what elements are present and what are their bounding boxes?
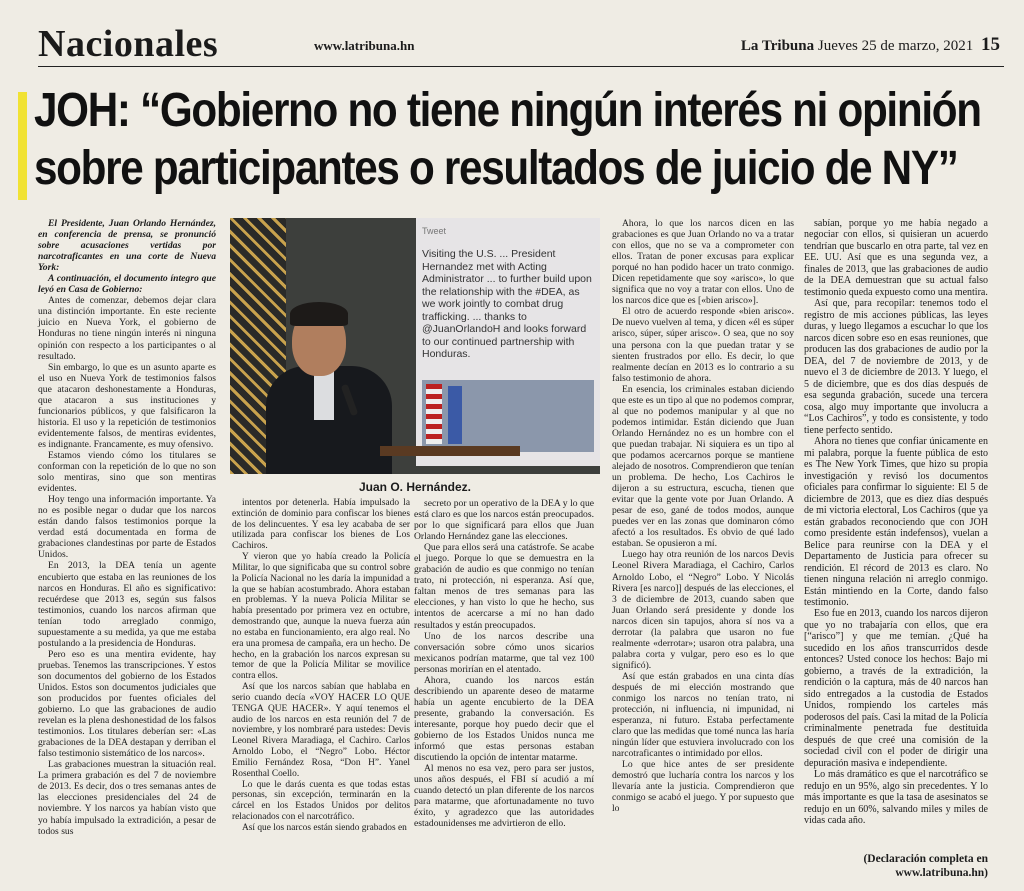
body-paragraph: Que para ellos será una catástrofe. Se acabe el juego. Porque lo que se demuestra en la grabación de audio es que conmigo no tenían trato, ni protección, ni esperanza. Así que, faltan menos de tres semanas para las elecciones, y han visto lo que he hecho, sus intentos de acercarse a mí no han dado resultados y están preocupados. (414, 542, 594, 631)
body-paragraph: Al menos no esa vez, pero para ser justos, unos años después, el FBI sí acudió a mí cuando detectó un plan diferente de los narcos para matarme, que afortunadamente no tuvo éxito, y agradezco que las autoridades estadounidenses me advirtieron de ello. (414, 763, 594, 830)
body-paragraph: Estamos viendo cómo los titulares se conforman con la repetición de lo que no son solo mentiras, sino que son mentiras evidentes. (38, 449, 216, 495)
column-4 (612, 218, 794, 815)
tweet-header: Tweet (422, 226, 447, 236)
column-3 (414, 498, 594, 829)
column-1 (38, 218, 216, 837)
headline-line-2: sobre participantes o resultados de juicio de NY” (34, 142, 958, 195)
publication-name: La Tribuna (740, 38, 815, 54)
body-paragraph: Y vieron que yo había creado la Policía Militar, lo que significaba que su control sobre la Policía Nacional no les daría la impunidad a la que se habían acostumbrado. Ahora estaban en problemas. Y la nueva Policía Militar se había presentado por primera vez en octubre, demostrando que, aunque la nueva fuerza aún no estaba en funcionamiento, era algo real. No era una promesa de campaña, era un hecho. De hecho, en la grabación los narcos expresan su temor de que la Policía Militar se movilice contra ellos. (232, 552, 410, 682)
section-title: Nacionales (38, 23, 219, 65)
body-paragraph: El otro de acuerdo responde «bien arisco». De nuevo vuelven al tema, y dicen «él es súper arisco, súper, súper arisco». O sea, que no soy una persona con la que puedan tratar y se sienten frustrados por ello. Es decir, lo que realmente decían en 2013 es lo contrario a su falso testimonio de ahora. (612, 306, 794, 384)
column-2 (232, 498, 410, 834)
headline (34, 82, 981, 198)
date-line (741, 34, 1000, 56)
body-paragraph: Así que, para recopilar: tenemos todo el registro de mis acciones públicas, las leyes duras, y luego llegamos a escuchar lo que los narcos dicen sobre eso en esas reuniones, que producen las dos grabaciones de audio por la DEA, del 7 de noviembre de 2013, y de nuevo el 3 de diciembre de 2013. Y luego, el 5 de diciembre, que es dos días después de esa segunda grabación, sucede una tercera cosa, algo muy importante que involucra a “Los Cachiros”, y todo es consistente, y todo tiene perfecto sentido. (804, 298, 988, 436)
projected-tweet (416, 218, 600, 466)
body-paragraph: Las grabaciones muestran la situación real. La primera grabación es del 7 de noviembre de 2013. Es decir, dos o tres semanas antes de las elecciones presidenciales del 24 de noviembre. Y los narcos ya habían visto que yo había impulsado la extradición, a pesar de todos sus (38, 759, 216, 837)
body-paragraph: Así que están grabados en una cinta días después de mi elección mostrando que conmigo los narcos no tenían trato, ni protección, ni influencia, ni impunidad, ni esperanza, ni futuro. Estaba perfectamente claro que las medidas que tomé nunca las haría ningún líder que estuviera involucrado con los narcotraficantes o intimidado por ellos. (612, 670, 794, 760)
endnote-link: www.latribuna.hn) (895, 867, 988, 879)
podium (380, 446, 520, 456)
body-paragraph: Ahora, cuando los narcos están describiendo un aparente deseo de matarme había un agente encubierto de la DEA presente, grabando la conversación. Es interesante, porque hoy puedo decir que el gobierno de los Estados Unidos nunca me informó que estas personas estaban discutiendo la opción de intentar matarme. (414, 674, 594, 764)
us-flag-icon (426, 384, 442, 444)
body-paragraph: intentos por detenerla. Había impulsado la extinción de dominio para confiscar los bienes de los delincuentes. Y esa ley acababa de ser utilizada para confiscar los bienes de Los Cachiros. (232, 498, 410, 552)
body-paragraph: sabían, porque yo me había negado a negociar con ellos, si quisieran un acuerdo tendrían que buscarlo en otra parte, tal vez en EE. UU. Así que es una segunda vez, a finales de 2013, que las grabaciones de audio de la DEA demuestran que su actual falso testimonio queda expuesto como una mentira. (804, 218, 988, 298)
body-paragraph: Luego hay otra reunión de los narcos Devis Leonel Rivera Maradiaga, el Cachiro, Carlos Arnoldo Lobo, el “Negro” Lobo. Y Nicolás Rivera [es narco]] después de las elecciones, el 3 de diciembre de 2013, cuando saben que Juan Orlando será presidente y donde los narcos dicen sin tapujos, ahora sí nos va a derrotar (la palabra que usaron no fue realmente «derrotar»; usaron otra palabra, una palabra corta y vulgar, pero eso es lo que significó). (612, 549, 794, 671)
endnote (804, 852, 988, 880)
headline-line-1: JOH: “Gobierno no tiene ningún interés ni opinión (34, 84, 981, 137)
body-paragraph: Antes de comenzar, debemos dejar clara una distinción importante. En este reciente juicio en Nueva York, el gobierno de Honduras no tiene ningún interés ni ninguna opinión con respecto a los participantes o al resultado. (38, 295, 216, 362)
photo-caption: Juan O. Hernández. (358, 480, 472, 494)
page-number: 15 (981, 34, 1000, 55)
lede-paragraph: A continuación, el documento íntegro que leyó en Casa de Gobierno: (38, 273, 216, 296)
body-paragraph: Así que los narcos sabían que hablaba en serio cuando decía «VOY HACER LO QUE TENGA QUE HACER». Y aquí tenemos el audio de los narcos en esta reunión del 7 de noviembre, y los nombraré para ustedes: Devis Leonel Rivera Maradiaga, el Cachiro. Carlos Arnoldo Lobo, el “Negro” Lobo. Héctor Emilio Fernández Rosa, “Don H”. Yanel Rosenthal Coello. (232, 682, 410, 779)
issue-date: Jueves 25 de marzo, 2021 (817, 38, 974, 54)
body-paragraph: Hoy tengo una información importante. Ya no es posible negar o dudar que los narcos están dando falsos testimonios porque la verdad está documentada en forma de grabaciones clandestinas por parte de Estados Unidos. (38, 494, 216, 561)
body-paragraph: Eso fue en 2013, cuando los narcos dijeron que yo no trabajaría con ellos, que era [“arisco”] y que me temían. ¿Qué ha sucedido en los años transcurridos desde entonces? Usted conoce los hechos: Bajo mi gobierno, a través de la extradición, la rendición o la captura, más de 40 narcos han sido entregados a la custodia de Estados Unidos, rompiendo los carteles más poderosos del país. Casi la mitad de la Policía criminalmente penetrada fue destituida después de que creé una comisión de la sociedad civil con el poder de dirigir una depuración masiva e independiente. (804, 608, 988, 769)
site-url: www.latribuna.hn (314, 38, 415, 53)
body-paragraph: Pero eso es una mentira evidente, hay pruebas. Tenemos las transcripciones. Y estos son documentos del gobierno de los Estados Unidos. Estos son documentos judiciales que son producidos por fuentes oficiales del gobierno. Lo que las grabaciones de audio revelan es la plena deshonestidad de los falsos testimonios. Los titulares deberían ser: «Las grabaciones de la DEA destapan y derriban el falso testimonio sistemático de los narcos». (38, 648, 216, 760)
lede (38, 218, 216, 295)
body-paragraph: Ahora no tienes que confiar únicamente en mi palabra, porque la fuente pública de esto es The New York Times, que hizo su propia investigación y revisó los documentos oficiales para confirmar lo siguiente: El 5 de diciembre de 2013, que es diez días después de mi victoria electoral, Los Cachiros (que ya están grabados reconociendo que con JOH como presidente están indefensos), vuelan a Belice para reunirse con la DEA y el Departamento de Justicia para ofrecer su rendición. El récord de 2013 es claro. No tienen ninguna relación ni arreglo conmigo. Están mintiendo en la Corte, dando falso testimonio. (804, 436, 988, 608)
column-5 (804, 218, 988, 827)
endnote-line: (Declaración completa en (863, 853, 988, 865)
body-paragraph: secreto por un operativo de la DEA y lo que está claro es que los narcos están preocupados. por lo que significará para ellos que Juan Orlando Hernández gane las elecciones. (414, 498, 594, 543)
body-paragraph: Lo que hice antes de ser presidente demostró que lucharía contra los narcos y los llevaría ante la justicia. Comprendieron que conmigo se acabó el juego. Y por supuesto que lo (612, 759, 794, 815)
body-paragraph: Uno de los narcos describe una conversación sobre cómo unos sicarios mexicanos podrían matarme, que tal vez 100 personas morirían en el atentado. (414, 630, 594, 675)
press-photo (230, 218, 600, 474)
tweet-image (422, 380, 594, 452)
body-paragraph: Sin embargo, lo que es un asunto aparte es el uso en Nueva York de testimonios falsos que atacaron deshonestamente a Honduras, que atacaron a sus instituciones y funcionarios públicos, y que falsificaron la historia. El uso y la repetición de testimonios evidentemente falsos, de mentiras evidentes, es indignante. Francamente, es muy ofensivo. (38, 361, 216, 450)
tweet-text: Visiting the U.S. ... President Hernandez met with Acting Administrator ... to further build upon the relationship with the #DEA, as we work jointly to combat drug trafficking. ... thanks to @JuanOrlandoH and looks forward to our continued partnership with Honduras. (422, 248, 592, 360)
highlight-marker (18, 92, 27, 200)
honduras-flag-icon (448, 386, 462, 444)
body-paragraph: Lo más dramático es que el narcotráfico se redujo en un 95%, algo sin precedentes. Y lo más importante es que la tasa de asesinatos se redujo en un 60%, salvando miles y miles de vidas cada año. (804, 769, 988, 827)
body-paragraph: En 2013, la DEA tenía un agente encubierto que estaba en las reuniones de los narcos en Honduras. El año es significativo: recuérdese que 2013 es, según sus falsos testimonios, cuando los narcos afirman que tenían todo arreglado conmigo, supuestamente a su medida, ya que me estaba postulando a la presidencia de Honduras. (38, 560, 216, 649)
body-paragraph: Ahora, lo que los narcos dicen en las grabaciones es que Juan Orlando no va a tratar con ellos, que no se va a comprometer con ellos. Tratan de poner excusas para explicar porqué no han podido hacer un trato conmigo. Dicen repetidamente que soy «arisco», lo que significa que no voy a tratar con ellos. Uno de los narcos dice que es [«bien arisco»]. (612, 218, 794, 307)
body-paragraph: Así que los narcos están siendo grabados en (242, 822, 407, 833)
running-header (38, 22, 1004, 67)
lede-paragraph: El Presidente, Juan Orlando Hernández, en conferencia de prensa, se pronunció sobre acusaciones vertidas por narcotraficantes en una corte de Nueva York: (38, 218, 216, 274)
body-paragraph: Lo que le darás cuenta es que todas estas personas, sin excepción, terminarán en la cárcel en los Estados Unidos por delitos relacionados con el narcotráfico. (232, 779, 410, 823)
body-paragraph: En esencia, los criminales estaban diciendo que este es un tipo al que no podemos comprar, al que no podemos manipular y al que no podemos intimidar. Están diciendo que Juan Orlando Hernández no es un hombre con el que puedan trabajar. Ni siquiera es un tipo al que podamos acercarnos porque se mantiene alejado de nosotros. Comprendieron que tenían un problema. De hecho, Los Cachiros le dijeron a su estructura, escucha, tienen que evitar que la gente vote por Juan Orlando. A pesar de eso, gané de todos modos, aunque puedes ver en las zonas que dominaron cómo afectó a los resultados. Es obvio de qué lado estaban. Se opusieron a mí. (612, 383, 794, 550)
